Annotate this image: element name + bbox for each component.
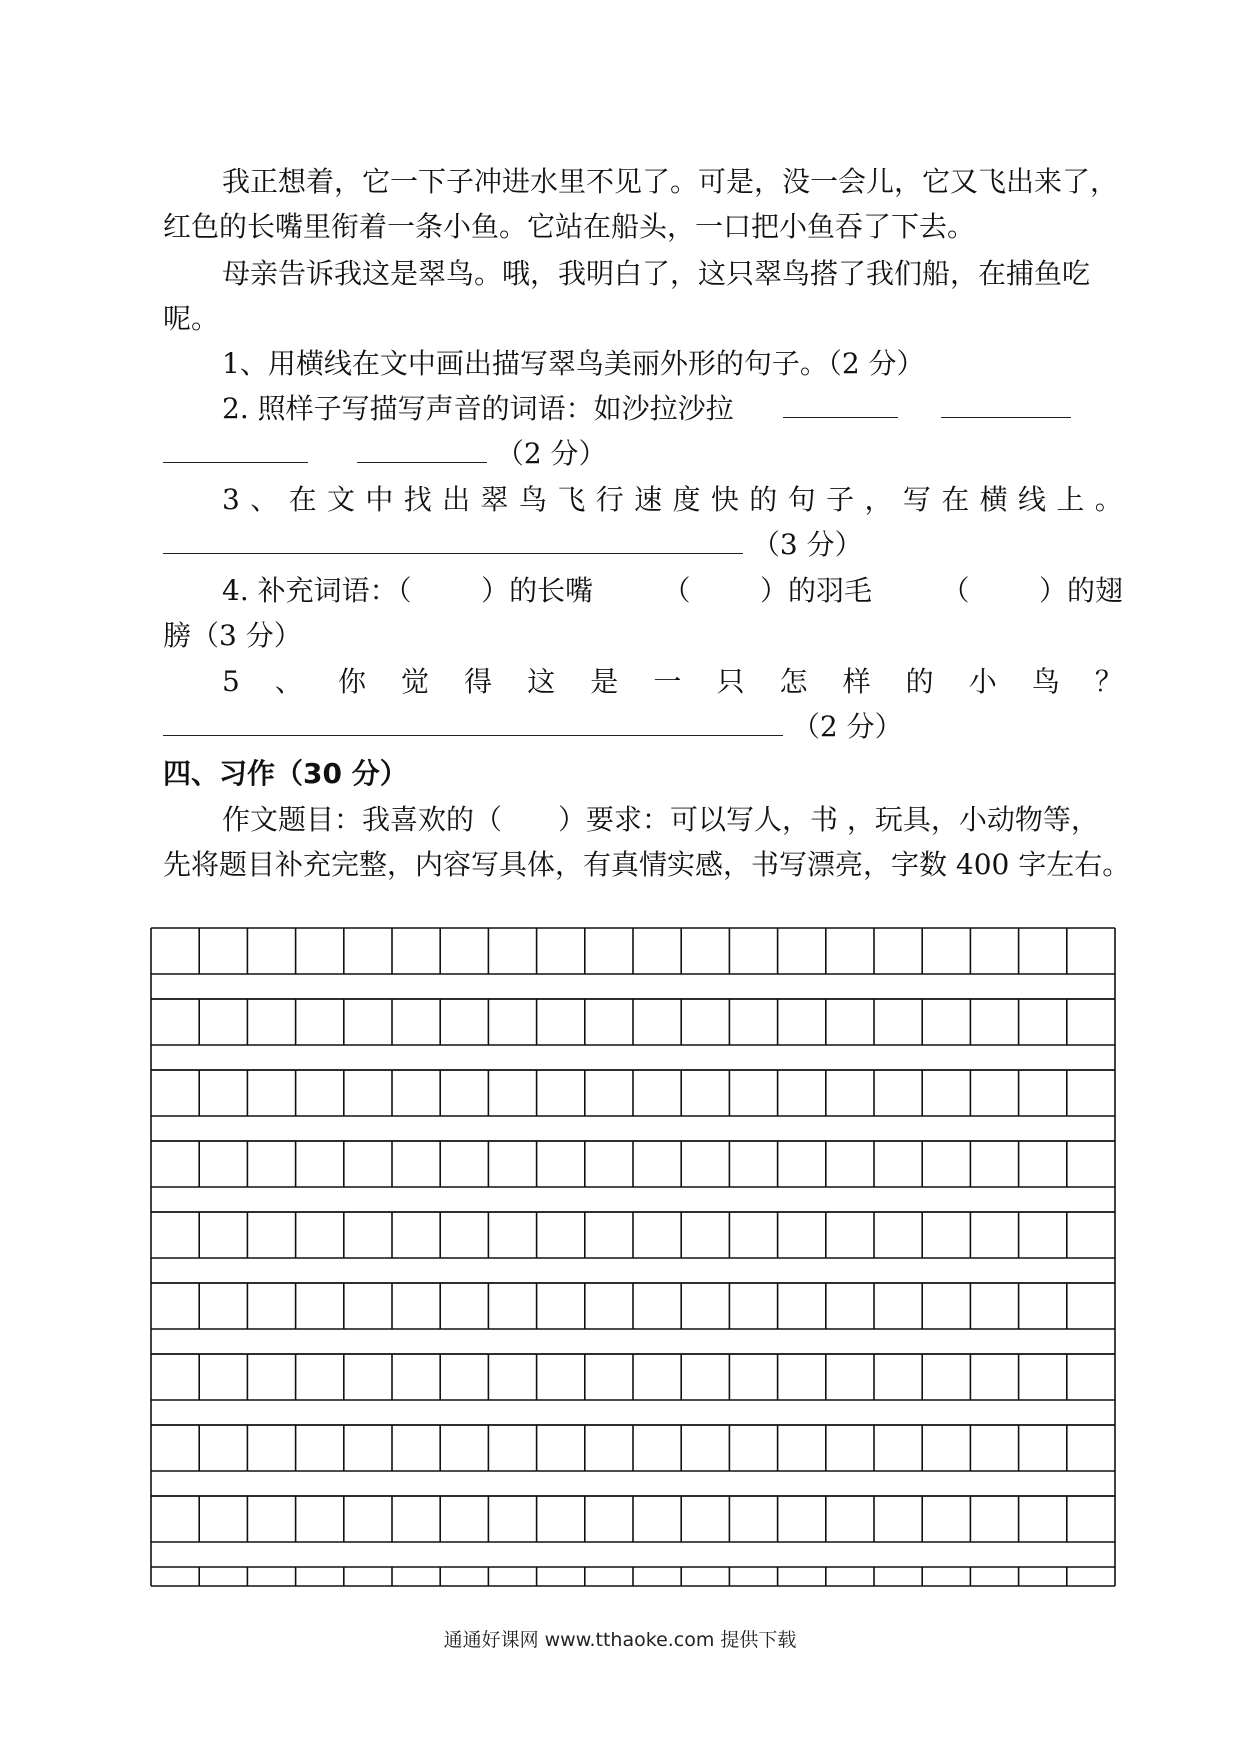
question-1: 1、用横线在文中画出描写翠鸟美丽外形的句子。（2 分）: [222, 347, 925, 380]
question-char: ？: [1094, 665, 1123, 698]
question-char: 句: [787, 483, 816, 516]
question-char: 只: [716, 665, 745, 698]
question-5: [222, 660, 1123, 704]
question-4: [222, 569, 1123, 613]
passage-line: 红色的长嘴里衔着一条小鱼。它站在船头，一口把小鱼吞了下去。: [163, 210, 976, 243]
question-char: 一: [653, 665, 682, 698]
question-char: 行: [595, 483, 624, 516]
question-char: 上: [1056, 483, 1085, 516]
question-char: 这: [527, 665, 556, 698]
question-char: 。: [1094, 483, 1123, 516]
question-char: 找: [403, 483, 432, 516]
question-4-prompt: 4. 补充词语：（: [222, 574, 412, 607]
question-char: 度: [672, 483, 701, 516]
question-char: 、: [250, 483, 279, 516]
question-2-score: （2 分）: [495, 437, 607, 470]
composition-prompt: 作文题目：我喜欢的（ ）要求：可以写人，书 ，玩具，小动物等，: [222, 803, 1099, 836]
question-char: 鸟: [518, 483, 547, 516]
question-4-text: ）的翅: [1038, 574, 1123, 607]
question-3: [222, 478, 1123, 522]
question-char: 鸟: [1031, 665, 1060, 698]
question-char: 5: [222, 665, 240, 698]
question-char: 觉: [401, 665, 430, 698]
question-4-continued: 膀（3 分）: [163, 619, 302, 652]
question-3-answer-line: [163, 523, 1123, 567]
question-char: 翠: [480, 483, 509, 516]
question-char: 飞: [557, 483, 586, 516]
answer-blank[interactable]: [163, 705, 783, 736]
question-3-score: （3 分）: [751, 528, 863, 561]
question-5-score: （2 分）: [791, 710, 903, 743]
answer-blank[interactable]: [163, 432, 308, 463]
answer-blank[interactable]: [783, 387, 898, 418]
question-char: 子: [826, 483, 855, 516]
question-4-text: ）的长嘴: [481, 574, 594, 607]
question-char: 的: [749, 483, 778, 516]
passage-line: 呢。: [163, 302, 220, 335]
question-char: 出: [442, 483, 471, 516]
question-char: 得: [464, 665, 493, 698]
page-footer: 通通好课网 www.tthaoke.com 提供下载: [443, 1629, 797, 1651]
question-2-continued: [163, 432, 1123, 476]
passage-line: 我正想着，它一下子冲进水里不见了。可是，没一会儿，它又飞出来了，: [222, 165, 1119, 198]
question-char: 在: [288, 483, 317, 516]
question-char: 样: [842, 665, 871, 698]
question-char: 小: [968, 665, 997, 698]
question-4-text: （: [941, 574, 970, 607]
question-char: 在: [941, 483, 970, 516]
writing-grid[interactable]: [150, 927, 1116, 1587]
composition-requirements: 先将题目补充完整，内容写具体，有真情实感，书写漂亮，字数 400 字左右。: [163, 848, 1131, 881]
question-char: 的: [905, 665, 934, 698]
question-char: 写: [902, 483, 931, 516]
question-char: 你: [337, 665, 366, 698]
question-char: 横: [979, 483, 1008, 516]
question-char: 、: [274, 665, 303, 698]
question-4-text: ）的羽毛: [760, 574, 873, 607]
question-char: 线: [1018, 483, 1047, 516]
answer-blank[interactable]: [357, 432, 487, 463]
question-char: 文: [326, 483, 355, 516]
question-4-text: （: [662, 574, 691, 607]
question-5-answer-line: [163, 705, 1123, 749]
question-2: [222, 387, 1123, 431]
question-char: 速: [634, 483, 663, 516]
question-char: 快: [710, 483, 739, 516]
question-char: ，: [864, 483, 893, 516]
answer-blank[interactable]: [941, 387, 1071, 418]
section-heading: 四、习作（30 分）: [163, 757, 408, 790]
question-char: 怎: [779, 665, 808, 698]
passage-line: 母亲告诉我这是翠鸟。哦，我明白了，这只翠鸟搭了我们船，在捕鱼吃: [222, 257, 1091, 290]
question-2-prompt: 2. 照样子写描写声音的词语：如沙拉沙拉: [222, 392, 734, 425]
question-char: 中: [365, 483, 394, 516]
question-char: 是: [590, 665, 619, 698]
answer-blank[interactable]: [163, 523, 743, 554]
question-char: 3: [222, 483, 240, 516]
